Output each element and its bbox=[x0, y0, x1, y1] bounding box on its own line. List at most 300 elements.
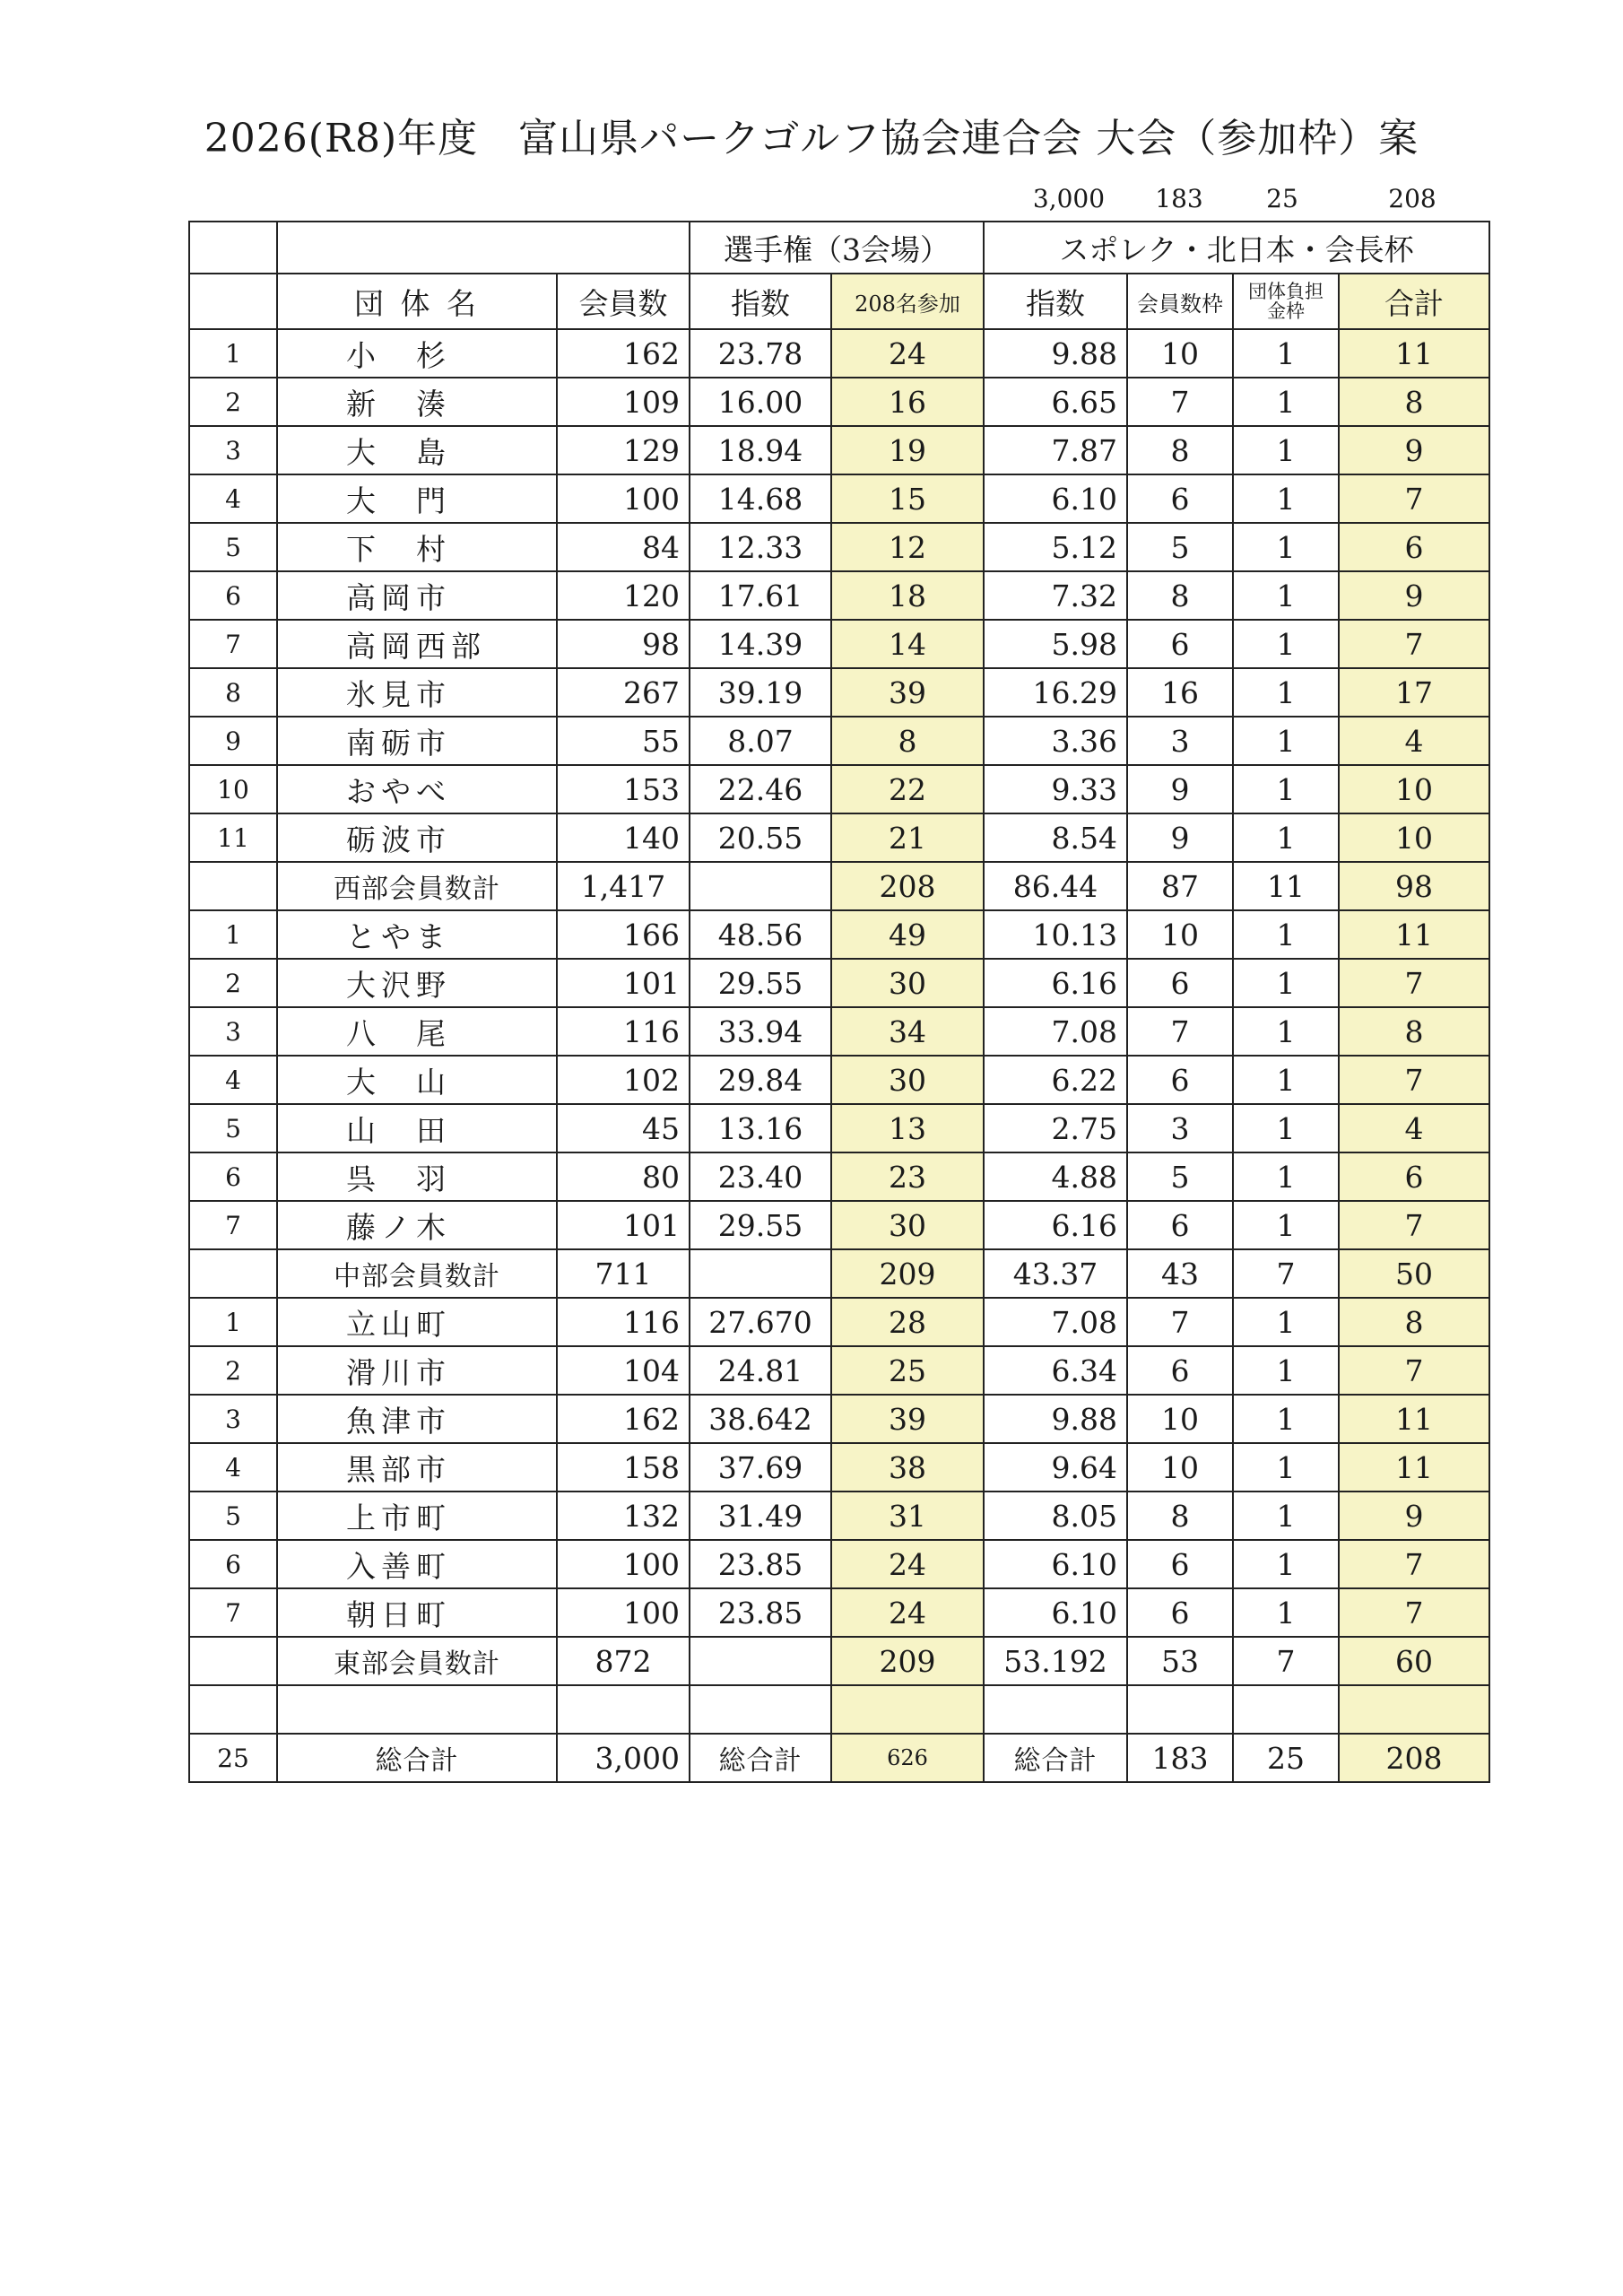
group-burden-value: 1 bbox=[1233, 717, 1339, 765]
index-value: 12.33 bbox=[690, 523, 831, 571]
member-count: 116 bbox=[557, 1298, 690, 1346]
quota-table bbox=[188, 221, 1490, 1783]
group-burden-value: 1 bbox=[1233, 668, 1339, 717]
member-count: 100 bbox=[557, 1540, 690, 1588]
row-number: 2 bbox=[189, 378, 277, 426]
subtotal-index bbox=[690, 1637, 831, 1685]
group-burden-value: 1 bbox=[1233, 1346, 1339, 1395]
group-name: 砺波市 bbox=[277, 813, 557, 862]
group-burden-value: 1 bbox=[1233, 1056, 1339, 1104]
member-quota-value: 7 bbox=[1127, 1298, 1233, 1346]
top-number-members: 3,000 bbox=[1032, 184, 1106, 213]
index-value: 8.07 bbox=[690, 717, 831, 765]
member-quota-value: 3 bbox=[1127, 717, 1233, 765]
index-value: 37.69 bbox=[690, 1443, 831, 1492]
table-row bbox=[189, 1152, 1489, 1201]
participation-value: 14 bbox=[831, 620, 984, 668]
group-name: 魚津市 bbox=[277, 1395, 557, 1443]
group-name: 小 杉 bbox=[277, 329, 557, 378]
member-quota-value: 6 bbox=[1127, 474, 1233, 523]
member-quota-value: 10 bbox=[1127, 910, 1233, 959]
row-number: 1 bbox=[189, 910, 277, 959]
table-row bbox=[189, 765, 1489, 813]
grand-total-total: 208 bbox=[1339, 1734, 1489, 1782]
participation-value: 25 bbox=[831, 1346, 984, 1395]
row-number: 4 bbox=[189, 1443, 277, 1492]
index-value: 23.85 bbox=[690, 1588, 831, 1637]
header-row-2 bbox=[189, 274, 1489, 329]
participation-value: 24 bbox=[831, 329, 984, 378]
table-row bbox=[189, 668, 1489, 717]
member-count: 120 bbox=[557, 571, 690, 620]
total-value: 11 bbox=[1339, 329, 1489, 378]
group-burden-value: 1 bbox=[1233, 1298, 1339, 1346]
header-index2: 指数 bbox=[984, 274, 1127, 329]
participation-value: 19 bbox=[831, 426, 984, 474]
participation-value: 24 bbox=[831, 1588, 984, 1637]
header-group-burden: 団体負担金枠 bbox=[1233, 274, 1339, 329]
top-number-burden: 25 bbox=[1266, 184, 1298, 213]
table-row bbox=[189, 1056, 1489, 1104]
row-number: 5 bbox=[189, 523, 277, 571]
total-value: 7 bbox=[1339, 1588, 1489, 1637]
row-number: 10 bbox=[189, 765, 277, 813]
subtotal-members: 872 bbox=[557, 1637, 690, 1685]
table-row bbox=[189, 1395, 1489, 1443]
total-value: 10 bbox=[1339, 765, 1489, 813]
group-name: 高岡西部 bbox=[277, 620, 557, 668]
group-burden-value: 1 bbox=[1233, 571, 1339, 620]
group-name: 大沢野 bbox=[277, 959, 557, 1007]
group-name: 新 湊 bbox=[277, 378, 557, 426]
index-value: 29.84 bbox=[690, 1056, 831, 1104]
member-count: 116 bbox=[557, 1007, 690, 1056]
table-row bbox=[189, 426, 1489, 474]
index-value: 16.00 bbox=[690, 378, 831, 426]
index2-value: 6.22 bbox=[984, 1056, 1127, 1104]
table-row bbox=[189, 620, 1489, 668]
index-value: 17.61 bbox=[690, 571, 831, 620]
participation-value: 13 bbox=[831, 1104, 984, 1152]
member-quota-value: 16 bbox=[1127, 668, 1233, 717]
group-name: 朝日町 bbox=[277, 1588, 557, 1637]
grand-total-label-2: 総合計 bbox=[690, 1734, 831, 1782]
member-count: 45 bbox=[557, 1104, 690, 1152]
index2-value: 6.10 bbox=[984, 1588, 1127, 1637]
index-value: 38.642 bbox=[690, 1395, 831, 1443]
index2-value: 7.87 bbox=[984, 426, 1127, 474]
index2-value: 10.13 bbox=[984, 910, 1127, 959]
group-name: 南砺市 bbox=[277, 717, 557, 765]
group-burden-value: 1 bbox=[1233, 1201, 1339, 1249]
grand-total-number: 25 bbox=[189, 1734, 277, 1782]
group-burden-value: 1 bbox=[1233, 523, 1339, 571]
total-value: 7 bbox=[1339, 959, 1489, 1007]
group-burden-value: 1 bbox=[1233, 378, 1339, 426]
total-value: 9 bbox=[1339, 426, 1489, 474]
blank-cell bbox=[189, 1685, 277, 1734]
total-value: 11 bbox=[1339, 910, 1489, 959]
table-row bbox=[189, 571, 1489, 620]
index-value: 14.39 bbox=[690, 620, 831, 668]
row-number: 7 bbox=[189, 1201, 277, 1249]
index2-value: 4.88 bbox=[984, 1152, 1127, 1201]
member-quota-value: 9 bbox=[1127, 813, 1233, 862]
subtotal-row bbox=[189, 1249, 1489, 1298]
header-members: 会員数 bbox=[557, 274, 690, 329]
member-quota-value: 7 bbox=[1127, 1007, 1233, 1056]
group-burden-value: 1 bbox=[1233, 620, 1339, 668]
participation-value: 18 bbox=[831, 571, 984, 620]
index-value: 14.68 bbox=[690, 474, 831, 523]
member-count: 100 bbox=[557, 474, 690, 523]
member-quota-value: 6 bbox=[1127, 1346, 1233, 1395]
table-row bbox=[189, 1298, 1489, 1346]
table-row bbox=[189, 1443, 1489, 1492]
total-value: 8 bbox=[1339, 1007, 1489, 1056]
group-name: 立山町 bbox=[277, 1298, 557, 1346]
row-number: 6 bbox=[189, 1152, 277, 1201]
subtotal-total: 50 bbox=[1339, 1249, 1489, 1298]
subtotal-label: 東部会員数計 bbox=[277, 1637, 557, 1685]
row-number: 3 bbox=[189, 426, 277, 474]
group-name: 八 尾 bbox=[277, 1007, 557, 1056]
participation-value: 38 bbox=[831, 1443, 984, 1492]
row-number: 8 bbox=[189, 668, 277, 717]
blank-row bbox=[189, 1685, 1489, 1734]
participation-value: 39 bbox=[831, 1395, 984, 1443]
row-number: 3 bbox=[189, 1395, 277, 1443]
total-value: 7 bbox=[1339, 1201, 1489, 1249]
group-name: 入善町 bbox=[277, 1540, 557, 1588]
row-number: 7 bbox=[189, 1588, 277, 1637]
subtotal-total: 98 bbox=[1339, 862, 1489, 910]
member-count: 100 bbox=[557, 1588, 690, 1637]
group-name: 下 村 bbox=[277, 523, 557, 571]
member-count: 84 bbox=[557, 523, 690, 571]
row-number: 2 bbox=[189, 1346, 277, 1395]
subtotal-label: 中部会員数計 bbox=[277, 1249, 557, 1298]
group-burden-value: 1 bbox=[1233, 1152, 1339, 1201]
member-quota-value: 6 bbox=[1127, 959, 1233, 1007]
subtotal-quota: 53 bbox=[1127, 1637, 1233, 1685]
header-participation: 208名参加 bbox=[831, 274, 984, 329]
index2-value: 2.75 bbox=[984, 1104, 1127, 1152]
index2-value: 9.64 bbox=[984, 1443, 1127, 1492]
group-name: 大 島 bbox=[277, 426, 557, 474]
group-burden-value: 1 bbox=[1233, 1443, 1339, 1492]
table-row bbox=[189, 959, 1489, 1007]
member-quota-value: 8 bbox=[1127, 426, 1233, 474]
row-number: 6 bbox=[189, 1540, 277, 1588]
header-sporec: スポレク・北日本・会長杯 bbox=[984, 222, 1489, 274]
index2-value: 6.16 bbox=[984, 959, 1127, 1007]
member-count: 267 bbox=[557, 668, 690, 717]
table-row bbox=[189, 1346, 1489, 1395]
table-row bbox=[189, 378, 1489, 426]
total-value: 11 bbox=[1339, 1395, 1489, 1443]
index2-value: 6.10 bbox=[984, 1540, 1127, 1588]
total-value: 7 bbox=[1339, 1540, 1489, 1588]
table-row bbox=[189, 1104, 1489, 1152]
index-value: 29.55 bbox=[690, 959, 831, 1007]
index-value: 33.94 bbox=[690, 1007, 831, 1056]
subtotal-participation: 208 bbox=[831, 862, 984, 910]
group-burden-value: 1 bbox=[1233, 1492, 1339, 1540]
index2-value: 6.65 bbox=[984, 378, 1127, 426]
table-row bbox=[189, 1201, 1489, 1249]
index2-value: 7.08 bbox=[984, 1007, 1127, 1056]
subtotal-burden: 7 bbox=[1233, 1637, 1339, 1685]
group-name: 滑川市 bbox=[277, 1346, 557, 1395]
grand-total-members: 3,000 bbox=[557, 1734, 690, 1782]
row-number: 2 bbox=[189, 959, 277, 1007]
member-count: 129 bbox=[557, 426, 690, 474]
row-number: 5 bbox=[189, 1104, 277, 1152]
member-quota-value: 10 bbox=[1127, 1443, 1233, 1492]
index-value: 20.55 bbox=[690, 813, 831, 862]
row-number: 4 bbox=[189, 474, 277, 523]
group-name: 大 門 bbox=[277, 474, 557, 523]
header-member-quota: 会員数枠 bbox=[1127, 274, 1233, 329]
member-count: 132 bbox=[557, 1492, 690, 1540]
row-number bbox=[189, 862, 277, 910]
blank-cell bbox=[1339, 1685, 1489, 1734]
member-quota-value: 6 bbox=[1127, 1201, 1233, 1249]
member-count: 55 bbox=[557, 717, 690, 765]
table-row bbox=[189, 910, 1489, 959]
index2-value: 5.12 bbox=[984, 523, 1127, 571]
row-number: 7 bbox=[189, 620, 277, 668]
subtotal-index2: 43.37 bbox=[984, 1249, 1127, 1298]
total-value: 9 bbox=[1339, 571, 1489, 620]
row-number: 3 bbox=[189, 1007, 277, 1056]
index2-value: 7.32 bbox=[984, 571, 1127, 620]
total-value: 7 bbox=[1339, 474, 1489, 523]
participation-value: 49 bbox=[831, 910, 984, 959]
index-value: 22.46 bbox=[690, 765, 831, 813]
top-number-total: 208 bbox=[1388, 184, 1436, 213]
index-value: 31.49 bbox=[690, 1492, 831, 1540]
member-count: 162 bbox=[557, 1395, 690, 1443]
table-row bbox=[189, 474, 1489, 523]
member-count: 162 bbox=[557, 329, 690, 378]
page-title: 2026(R8)年度 富山県パークゴルフ協会連合会 大会（参加枠）案 bbox=[204, 116, 1419, 161]
member-count: 104 bbox=[557, 1346, 690, 1395]
row-number: 4 bbox=[189, 1056, 277, 1104]
member-count: 80 bbox=[557, 1152, 690, 1201]
table-row bbox=[189, 813, 1489, 862]
index2-value: 8.54 bbox=[984, 813, 1127, 862]
subtotal-row bbox=[189, 1637, 1489, 1685]
participation-value: 28 bbox=[831, 1298, 984, 1346]
subtotal-row bbox=[189, 862, 1489, 910]
group-burden-value: 1 bbox=[1233, 959, 1339, 1007]
participation-value: 12 bbox=[831, 523, 984, 571]
total-value: 17 bbox=[1339, 668, 1489, 717]
group-name: 呉 羽 bbox=[277, 1152, 557, 1201]
subtotal-index2: 86.44 bbox=[984, 862, 1127, 910]
blank-cell bbox=[984, 1685, 1127, 1734]
group-name: 黒部市 bbox=[277, 1443, 557, 1492]
index2-value: 9.33 bbox=[984, 765, 1127, 813]
table-row bbox=[189, 717, 1489, 765]
subtotal-burden: 7 bbox=[1233, 1249, 1339, 1298]
total-value: 7 bbox=[1339, 1056, 1489, 1104]
blank-cell bbox=[690, 1685, 831, 1734]
grand-total-row bbox=[189, 1734, 1489, 1782]
total-value: 4 bbox=[1339, 717, 1489, 765]
blank-cell bbox=[1233, 1685, 1339, 1734]
member-count: 166 bbox=[557, 910, 690, 959]
member-count: 98 bbox=[557, 620, 690, 668]
member-quota-value: 6 bbox=[1127, 1588, 1233, 1637]
blank-cell bbox=[277, 1685, 557, 1734]
index2-value: 6.16 bbox=[984, 1201, 1127, 1249]
index2-value: 7.08 bbox=[984, 1298, 1127, 1346]
total-value: 6 bbox=[1339, 523, 1489, 571]
group-name: 大 山 bbox=[277, 1056, 557, 1104]
participation-value: 8 bbox=[831, 717, 984, 765]
index-value: 27.670 bbox=[690, 1298, 831, 1346]
group-burden-value: 1 bbox=[1233, 474, 1339, 523]
table-row bbox=[189, 329, 1489, 378]
participation-value: 15 bbox=[831, 474, 984, 523]
index-value: 23.78 bbox=[690, 329, 831, 378]
index-value: 39.19 bbox=[690, 668, 831, 717]
row-number: 6 bbox=[189, 571, 277, 620]
participation-value: 16 bbox=[831, 378, 984, 426]
header-index: 指数 bbox=[690, 274, 831, 329]
table-row bbox=[189, 1007, 1489, 1056]
index-value: 23.85 bbox=[690, 1540, 831, 1588]
blank-cell bbox=[1127, 1685, 1233, 1734]
subtotal-burden: 11 bbox=[1233, 862, 1339, 910]
grand-total-label-3: 総合計 bbox=[984, 1734, 1127, 1782]
header-group-name: 団 体 名 bbox=[277, 274, 557, 329]
grand-total-participation: 626 bbox=[831, 1734, 984, 1782]
participation-value: 39 bbox=[831, 668, 984, 717]
header-championship: 選手権（3会場） bbox=[690, 222, 984, 274]
member-quota-value: 9 bbox=[1127, 765, 1233, 813]
table-row bbox=[189, 1588, 1489, 1637]
subtotal-label: 西部会員数計 bbox=[277, 862, 557, 910]
member-count: 158 bbox=[557, 1443, 690, 1492]
member-count: 109 bbox=[557, 378, 690, 426]
group-name: 藤ノ木 bbox=[277, 1201, 557, 1249]
top-number-quota: 183 bbox=[1155, 184, 1203, 213]
member-count: 101 bbox=[557, 1201, 690, 1249]
total-value: 8 bbox=[1339, 1298, 1489, 1346]
group-name: おやべ bbox=[277, 765, 557, 813]
participation-value: 30 bbox=[831, 959, 984, 1007]
row-number bbox=[189, 1249, 277, 1298]
table-row bbox=[189, 523, 1489, 571]
member-quota-value: 6 bbox=[1127, 620, 1233, 668]
member-quota-value: 7 bbox=[1127, 378, 1233, 426]
subtotal-quota: 43 bbox=[1127, 1249, 1233, 1298]
index2-value: 9.88 bbox=[984, 329, 1127, 378]
participation-value: 24 bbox=[831, 1540, 984, 1588]
member-count: 153 bbox=[557, 765, 690, 813]
participation-value: 34 bbox=[831, 1007, 984, 1056]
member-quota-value: 5 bbox=[1127, 1152, 1233, 1201]
index-value: 24.81 bbox=[690, 1346, 831, 1395]
subtotal-participation: 209 bbox=[831, 1637, 984, 1685]
total-value: 9 bbox=[1339, 1492, 1489, 1540]
group-burden-value: 1 bbox=[1233, 910, 1339, 959]
index2-value: 6.34 bbox=[984, 1346, 1127, 1395]
member-quota-value: 5 bbox=[1127, 523, 1233, 571]
member-quota-value: 8 bbox=[1127, 1492, 1233, 1540]
group-burden-value: 1 bbox=[1233, 1588, 1339, 1637]
total-value: 7 bbox=[1339, 620, 1489, 668]
blank-cell bbox=[557, 1685, 690, 1734]
total-value: 6 bbox=[1339, 1152, 1489, 1201]
row-number: 9 bbox=[189, 717, 277, 765]
total-value: 8 bbox=[1339, 378, 1489, 426]
index2-value: 9.88 bbox=[984, 1395, 1127, 1443]
subtotal-index bbox=[690, 862, 831, 910]
row-number: 1 bbox=[189, 329, 277, 378]
index-value: 29.55 bbox=[690, 1201, 831, 1249]
participation-value: 30 bbox=[831, 1201, 984, 1249]
subtotal-index bbox=[690, 1249, 831, 1298]
total-value: 7 bbox=[1339, 1346, 1489, 1395]
participation-value: 23 bbox=[831, 1152, 984, 1201]
total-value: 10 bbox=[1339, 813, 1489, 862]
index2-value: 8.05 bbox=[984, 1492, 1127, 1540]
top-numbers bbox=[0, 184, 1623, 220]
index-value: 48.56 bbox=[690, 910, 831, 959]
row-number: 1 bbox=[189, 1298, 277, 1346]
member-quota-value: 10 bbox=[1127, 1395, 1233, 1443]
blank-cell bbox=[831, 1685, 984, 1734]
index-value: 18.94 bbox=[690, 426, 831, 474]
group-burden-value: 1 bbox=[1233, 426, 1339, 474]
subtotal-members: 711 bbox=[557, 1249, 690, 1298]
group-name: 高岡市 bbox=[277, 571, 557, 620]
group-name: 氷見市 bbox=[277, 668, 557, 717]
subtotal-index2: 53.192 bbox=[984, 1637, 1127, 1685]
subtotal-total: 60 bbox=[1339, 1637, 1489, 1685]
row-number: 11 bbox=[189, 813, 277, 862]
header-total: 合計 bbox=[1339, 274, 1489, 329]
member-quota-value: 10 bbox=[1127, 329, 1233, 378]
index2-value: 3.36 bbox=[984, 717, 1127, 765]
group-burden-value: 1 bbox=[1233, 1104, 1339, 1152]
group-name: 山 田 bbox=[277, 1104, 557, 1152]
grand-total-label: 総合計 bbox=[277, 1734, 557, 1782]
table-row bbox=[189, 1540, 1489, 1588]
group-burden-value: 1 bbox=[1233, 1540, 1339, 1588]
row-number: 5 bbox=[189, 1492, 277, 1540]
participation-value: 31 bbox=[831, 1492, 984, 1540]
member-count: 140 bbox=[557, 813, 690, 862]
row-number bbox=[189, 1637, 277, 1685]
participation-value: 22 bbox=[831, 765, 984, 813]
index-value: 23.40 bbox=[690, 1152, 831, 1201]
group-burden-value: 1 bbox=[1233, 813, 1339, 862]
table-row bbox=[189, 1492, 1489, 1540]
subtotal-quota: 87 bbox=[1127, 862, 1233, 910]
member-quota-value: 8 bbox=[1127, 571, 1233, 620]
group-burden-value: 1 bbox=[1233, 1007, 1339, 1056]
index2-value: 5.98 bbox=[984, 620, 1127, 668]
member-count: 101 bbox=[557, 959, 690, 1007]
index2-value: 16.29 bbox=[984, 668, 1127, 717]
group-name: とやま bbox=[277, 910, 557, 959]
